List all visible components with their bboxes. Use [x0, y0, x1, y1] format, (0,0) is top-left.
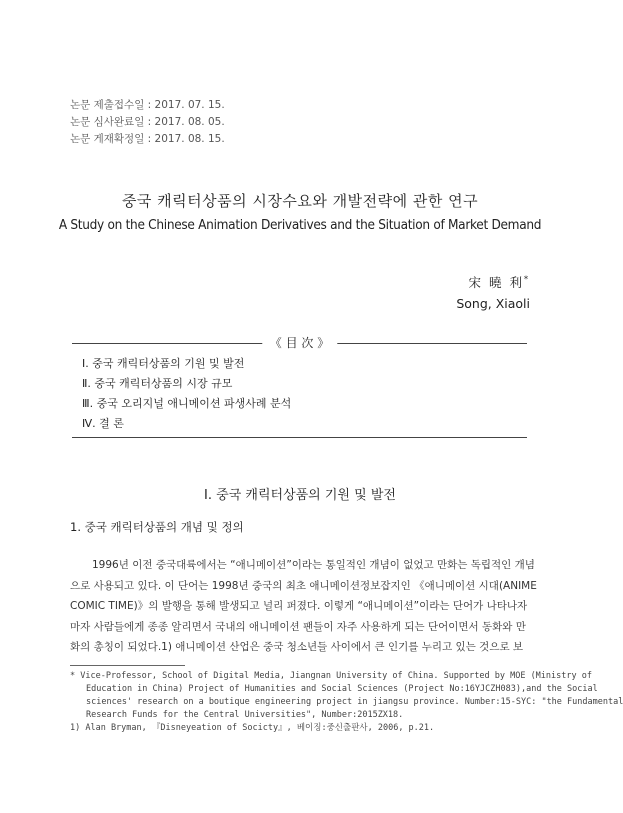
section-heading: Ⅰ. 중국 캐릭터상품의 기원 및 발전 — [204, 488, 396, 503]
toc-heading: 《 目 次 》 — [262, 334, 337, 351]
body-line: 마자 사람들에게 종종 알리면서 국내의 애니메이션 팬들이 자주 사용하게 되는 단어이면서 동화와 만 — [70, 620, 526, 633]
footnote-separator — [70, 665, 185, 666]
title-english: A Study on the Chinese Animation Derivatives and the Situation of Market Demand — [58, 217, 542, 233]
submission-info — [70, 97, 225, 148]
title-korean: 중국 캐릭터상품의 시장수요와 개발전략에 관한 연구 — [121, 192, 479, 210]
table-of-contents — [72, 336, 527, 438]
author-name-english: Song, Xiaoli — [456, 296, 530, 311]
toc-item: Ⅱ. 중국 캐릭터상품의 시장 규모 — [82, 377, 233, 390]
footnote-line: Research Funds for the Central Universities", Number:2015ZX18. — [86, 710, 404, 720]
toc-list — [72, 350, 527, 434]
body-paragraph — [70, 555, 537, 658]
submission-date: 논문 제출접수일 : 2017. 07. 15. — [70, 99, 225, 111]
review-date: 논문 심사완료일 : 2017. 08. 05. — [70, 116, 225, 128]
toc-header — [72, 336, 527, 350]
footnote-line: Education in China) Project of Humanities and Social Sciences (Project No:16YJCZH083),and the Social — [86, 684, 598, 694]
body-line: 으로 사용되고 있다. 이 단어는 1998년 중국의 최초 애니메이션정보잡지인 《애니메이션 시대(ANIME — [70, 579, 537, 592]
acceptance-date: 논문 게재확정일 : 2017. 08. 15. — [70, 133, 225, 145]
footnotes — [70, 670, 623, 735]
body-line: 1996년 이전 중국대륙에서는 “애니메이션”이라는 통일적인 개념이 없었고 만화는 독립적인 개념 — [92, 559, 535, 571]
body-line: COMIC TIME)》의 발행을 통해 발생되고 널리 퍼졌다. 이렇게 “애니메이션”이라는 단어가 나타나자 — [70, 600, 528, 612]
toc-item: Ⅲ. 중국 오리지널 애니메이션 파생사례 분석 — [82, 397, 292, 410]
toc-item: Ⅳ. 결 론 — [82, 417, 124, 430]
footnote-line: sciences' research on a boutique engineering project in jiangsu province. Number:15-SYC: "the Fundamental — [86, 697, 623, 707]
toc-bottom-rule — [72, 437, 527, 438]
author-footnote-mark: * — [524, 274, 528, 284]
footnote-line: * Vice-Professor, School of Digital Media, Jiangnan University of China. Supported by MOE (Ministry of — [70, 671, 592, 681]
subsection-heading: 1. 중국 캐릭터상품의 개념 및 정의 — [70, 520, 244, 534]
footnote-line: 1) Alan Bryman, 『Disneyeation of Socicty』, 베이징:중신출판사, 2006, p.21. — [70, 723, 435, 733]
toc-item: Ⅰ. 중국 캐릭터상품의 기원 및 발전 — [82, 357, 245, 370]
author-name-hanja — [469, 273, 528, 291]
body-line: 화의 총칭이 되었다.1) 애니메이션 산업은 중국 청소년들 사이에서 큰 인기를 누리고 있는 것으로 보 — [70, 641, 524, 653]
author-name-text: 宋 曉 利 — [468, 275, 524, 290]
